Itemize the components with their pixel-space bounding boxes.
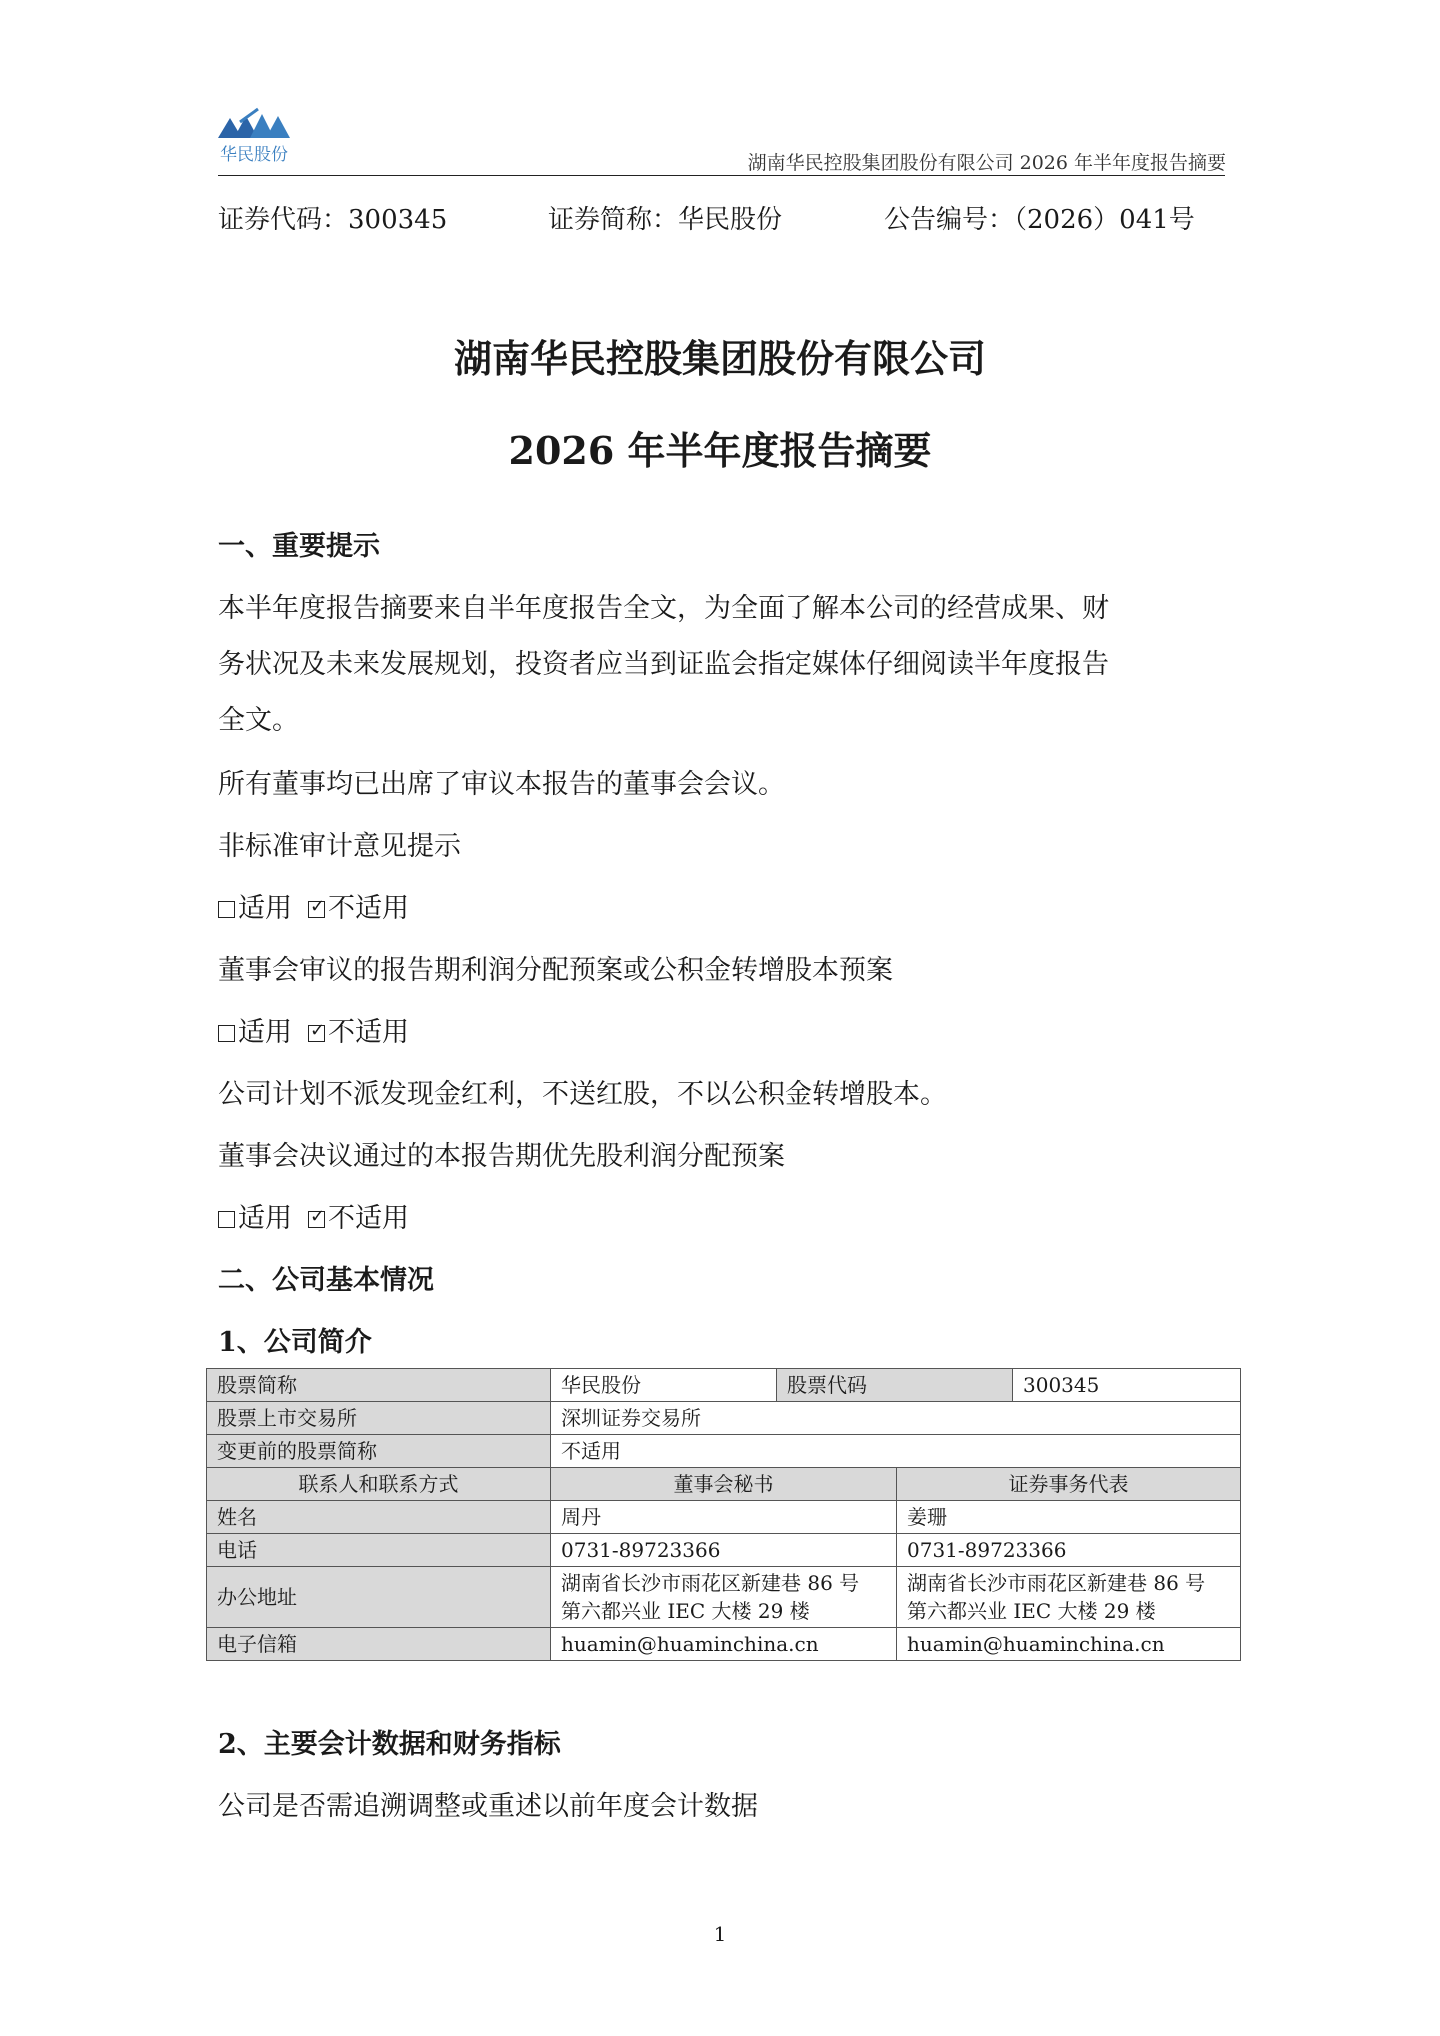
table-row bbox=[207, 1468, 1241, 1501]
table-row bbox=[207, 1402, 1241, 1435]
notice-number: 公告编号：（2026）041号 bbox=[884, 205, 1195, 235]
table-cell: 股票上市交易所 bbox=[207, 1402, 551, 1435]
table-cell: 证券事务代表 bbox=[897, 1468, 1241, 1501]
section-heading-company: 二、公司基本情况 bbox=[218, 1265, 434, 1296]
checkbox-unchecked[interactable] bbox=[218, 901, 235, 918]
paragraph: 公司计划不派发现金红利，不送红股，不以公积金转增股本。 bbox=[218, 1079, 947, 1110]
subsection-heading-profile: 1、公司简介 bbox=[218, 1327, 372, 1358]
option-label: 适用 bbox=[238, 1203, 292, 1234]
address-line: 第六都兴业 IEC 大楼 29 楼 bbox=[907, 1599, 1156, 1623]
table-cell: 姜珊 bbox=[897, 1501, 1241, 1534]
company-profile-table bbox=[206, 1368, 1241, 1661]
table-cell bbox=[897, 1567, 1241, 1628]
table-cell: 300345 bbox=[1013, 1369, 1241, 1402]
table-row bbox=[207, 1534, 1241, 1567]
table-cell bbox=[551, 1567, 897, 1628]
checkbox-unchecked[interactable] bbox=[218, 1025, 235, 1042]
table-cell: 董事会秘书 bbox=[551, 1468, 897, 1501]
checkbox-checked[interactable] bbox=[308, 901, 325, 918]
checkbox-checked[interactable] bbox=[308, 1025, 325, 1042]
section-heading-important: 一、重要提示 bbox=[218, 531, 380, 562]
option-row bbox=[218, 1010, 409, 1049]
option-label: 适用 bbox=[238, 1017, 292, 1048]
table-cell: 电子信箱 bbox=[207, 1628, 551, 1661]
table-cell: 电话 bbox=[207, 1534, 551, 1567]
table-cell: 0731-89723366 bbox=[551, 1534, 897, 1567]
table-row bbox=[207, 1435, 1241, 1468]
table-cell: 股票简称 bbox=[207, 1369, 551, 1402]
table-row bbox=[207, 1501, 1241, 1534]
stock-code: 证券代码：300345 bbox=[218, 205, 448, 235]
paragraph-line: 务状况及未来发展规划，投资者应当到证监会指定媒体仔细阅读半年度报告 bbox=[218, 649, 1109, 680]
table-cell: 变更前的股票简称 bbox=[207, 1435, 551, 1468]
option-label: 适用 bbox=[238, 893, 292, 924]
paragraph: 所有董事均已出席了审议本报告的董事会会议。 bbox=[218, 769, 785, 800]
logo-text: 华民股份 bbox=[220, 145, 288, 165]
table-row bbox=[207, 1369, 1241, 1402]
table-cell: 姓名 bbox=[207, 1501, 551, 1534]
option-label: 不适用 bbox=[328, 1017, 409, 1048]
paragraph-line: 本半年度报告摘要来自半年度报告全文，为全面了解本公司的经营成果、财 bbox=[218, 593, 1109, 624]
table-cell: 周丹 bbox=[551, 1501, 897, 1534]
question-profit-distribution: 董事会审议的报告期利润分配预案或公积金转增股本预案 bbox=[218, 955, 893, 986]
address-line: 第六都兴业 IEC 大楼 29 楼 bbox=[561, 1599, 810, 1623]
table-cell: 办公地址 bbox=[207, 1567, 551, 1628]
option-label: 不适用 bbox=[328, 893, 409, 924]
address-line: 湖南省长沙市雨花区新建巷 86 号 bbox=[907, 1571, 1206, 1595]
table-row bbox=[207, 1628, 1241, 1661]
table-cell: 股票代码 bbox=[777, 1369, 1013, 1402]
table-row bbox=[207, 1567, 1241, 1628]
subsection-heading-accounting: 2、主要会计数据和财务指标 bbox=[218, 1729, 561, 1760]
table-cell: 深圳证券交易所 bbox=[551, 1402, 1241, 1435]
address-line: 湖南省长沙市雨花区新建巷 86 号 bbox=[561, 1571, 860, 1595]
question-audit-opinion: 非标准审计意见提示 bbox=[218, 831, 461, 862]
paragraph: 公司是否需追溯调整或重述以前年度会计数据 bbox=[218, 1791, 758, 1822]
table-cell: 不适用 bbox=[551, 1435, 1241, 1468]
table-cell: 联系人和联系方式 bbox=[207, 1468, 551, 1501]
option-row bbox=[218, 1196, 409, 1235]
question-preferred-stock: 董事会决议通过的本报告期优先股利润分配预案 bbox=[218, 1141, 785, 1172]
paragraph-line: 全文。 bbox=[218, 705, 299, 736]
table-cell: 0731-89723366 bbox=[897, 1534, 1241, 1567]
option-label: 不适用 bbox=[328, 1203, 409, 1234]
page-number: 1 bbox=[713, 1922, 727, 1946]
table-cell: huamin@huaminchina.cn bbox=[551, 1628, 897, 1661]
document-subtitle: 2026 年半年度报告摘要 bbox=[508, 428, 932, 473]
running-header: 湖南华民控股集团股份有限公司 2026 年半年度报告摘要 bbox=[747, 152, 1226, 174]
option-row bbox=[218, 886, 409, 925]
header-rule bbox=[218, 175, 1225, 176]
table-cell: huamin@huaminchina.cn bbox=[897, 1628, 1241, 1661]
checkbox-unchecked[interactable] bbox=[218, 1211, 235, 1228]
checkbox-checked[interactable] bbox=[308, 1211, 325, 1228]
document-title: 湖南华民控股集团股份有限公司 bbox=[453, 336, 986, 381]
table-cell: 华民股份 bbox=[551, 1369, 777, 1402]
stock-short-name: 证券简称：华民股份 bbox=[548, 205, 783, 235]
